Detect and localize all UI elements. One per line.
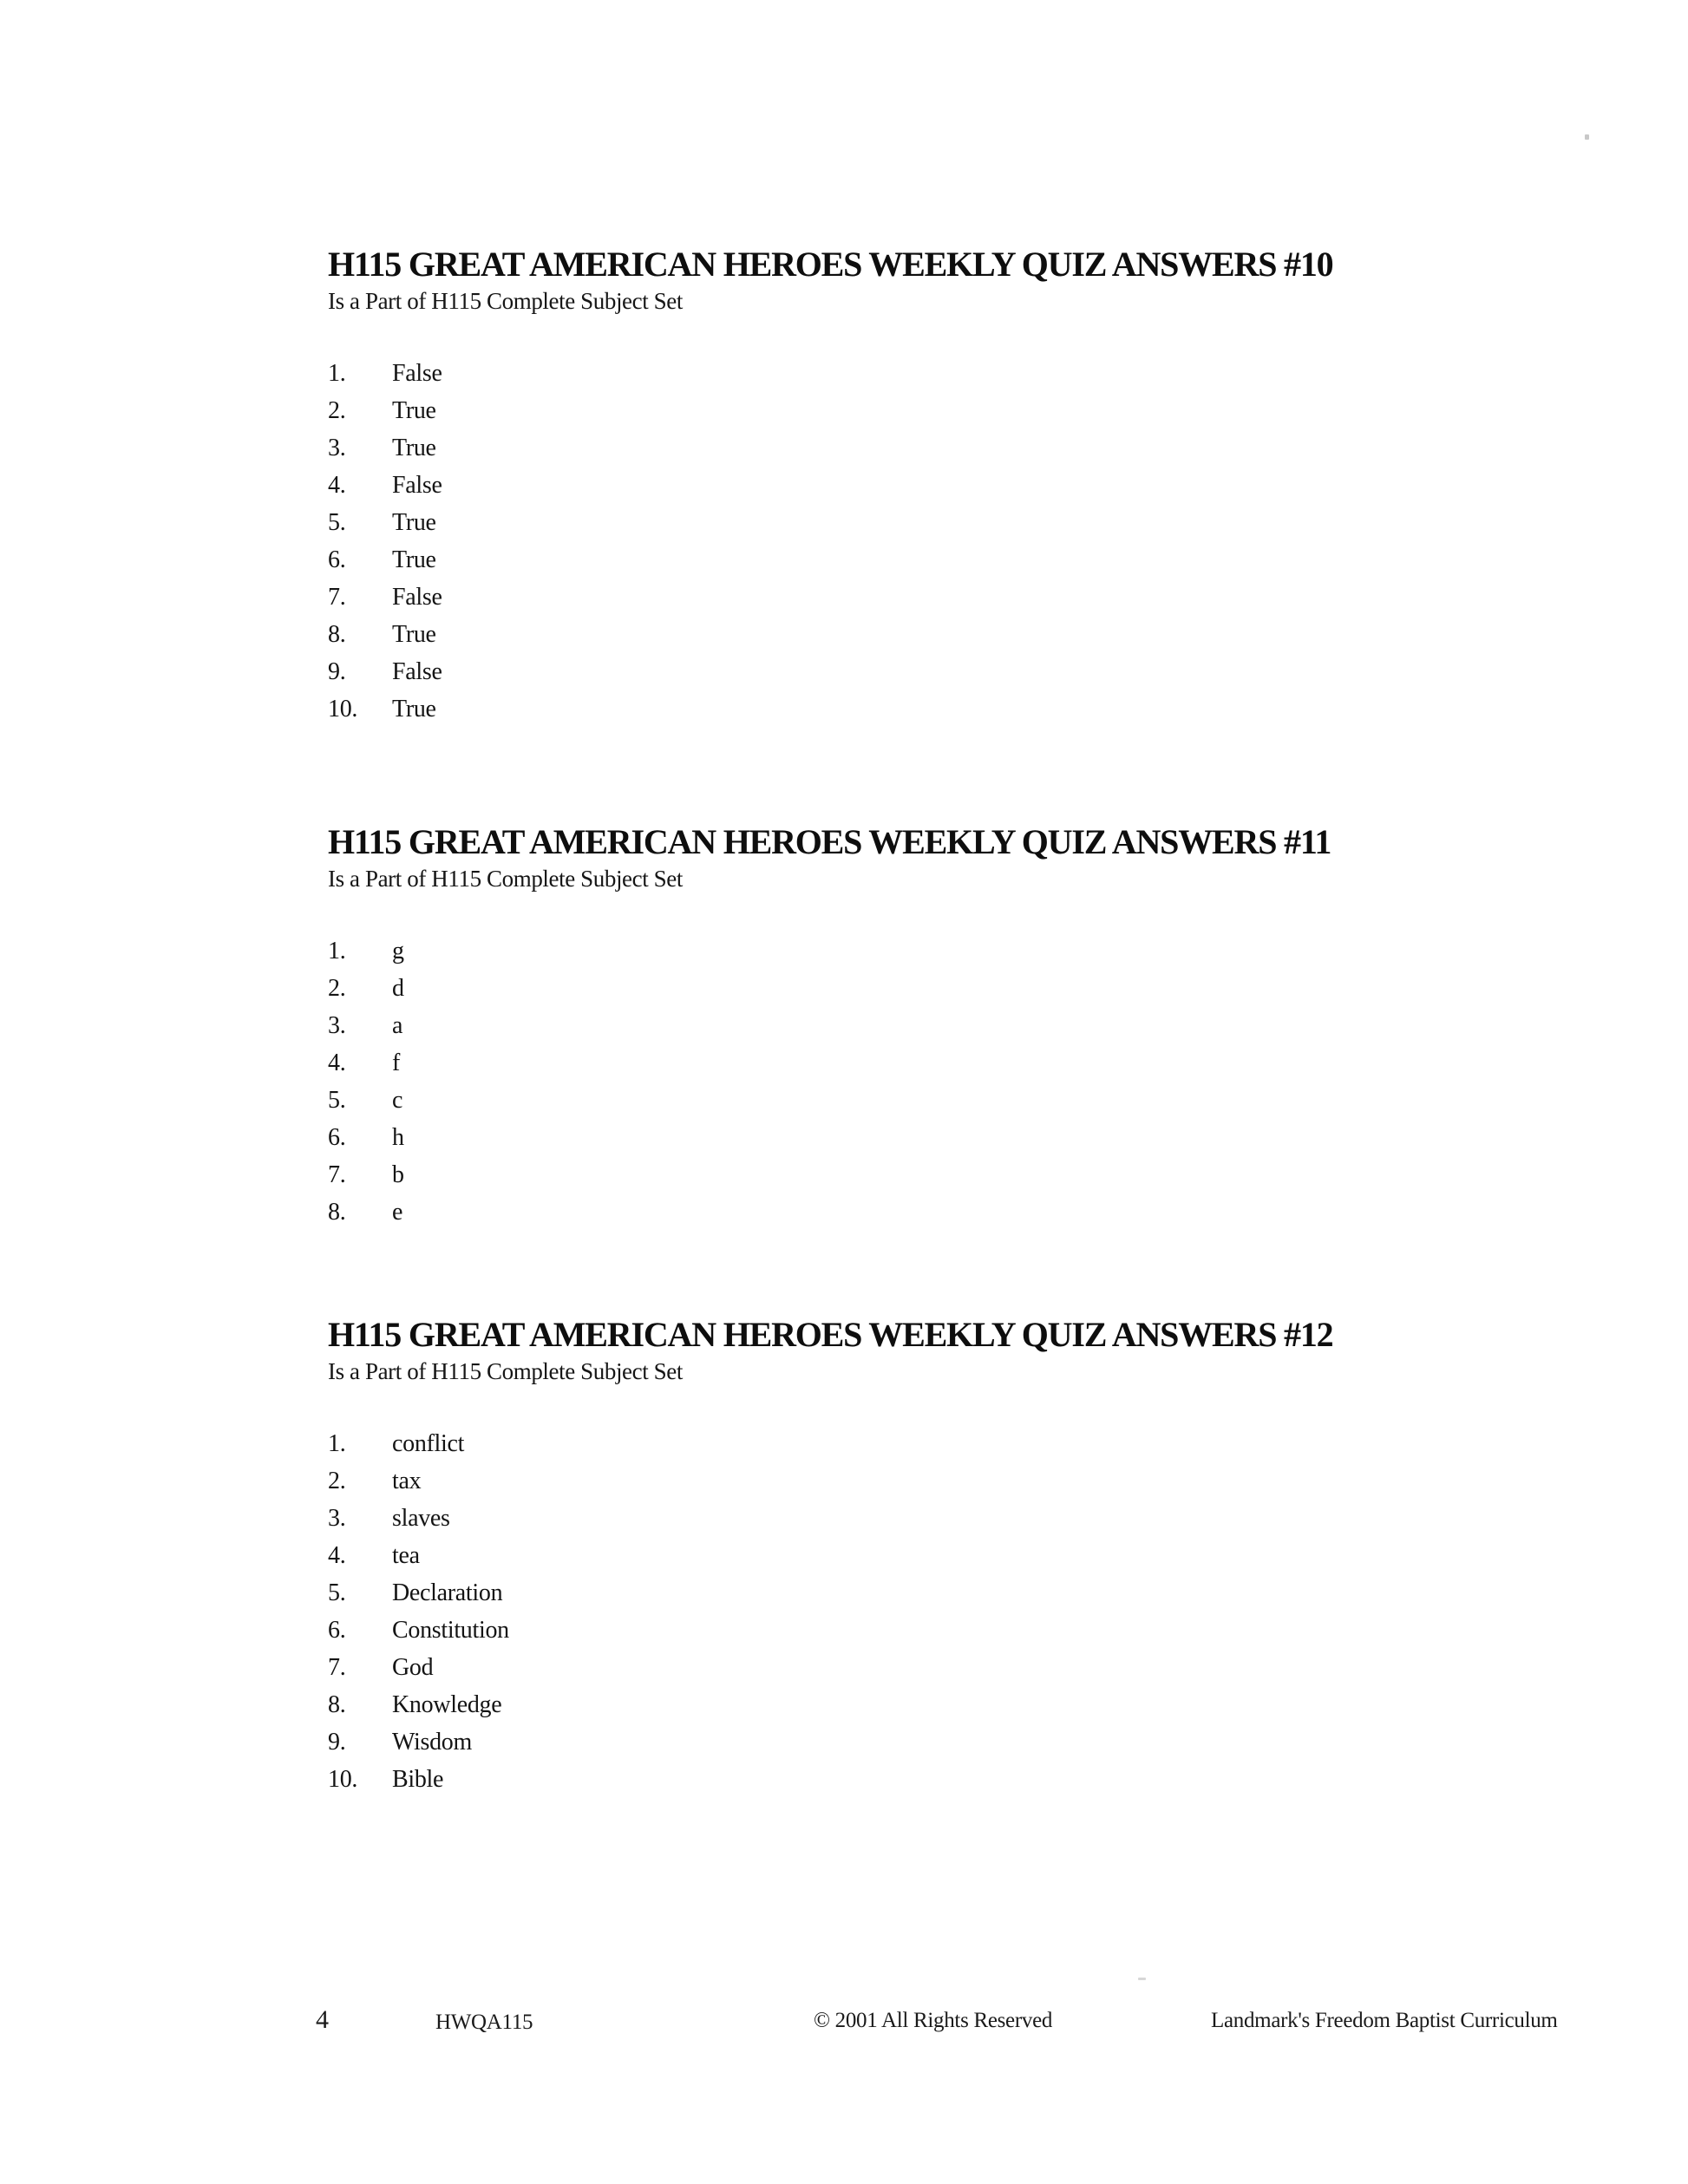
answer-item xyxy=(328,1537,1560,1574)
answer-text: Declaration xyxy=(392,1579,503,1606)
answer-number: 2. xyxy=(328,1468,346,1494)
answer-item xyxy=(328,1082,1560,1119)
answer-number: 3. xyxy=(328,435,346,461)
answer-number: 8. xyxy=(328,1691,346,1718)
answer-list xyxy=(328,1425,1560,1798)
answer-text: False xyxy=(392,360,442,387)
answer-item xyxy=(328,1007,1560,1044)
answer-number: 4. xyxy=(328,472,346,499)
section-subtitle: Is a Part of H115 Complete Subject Set xyxy=(328,1358,683,1384)
answer-item xyxy=(328,1612,1560,1649)
answer-item xyxy=(328,429,1560,467)
answer-number: 1. xyxy=(328,1430,346,1457)
answer-text: True xyxy=(392,435,436,461)
answer-text: Wisdom xyxy=(392,1729,472,1756)
answer-item xyxy=(328,1574,1560,1612)
answer-item xyxy=(328,970,1560,1007)
answer-item xyxy=(328,932,1560,970)
answer-item xyxy=(328,1193,1560,1231)
answer-item xyxy=(328,392,1560,429)
answer-text: True xyxy=(392,696,436,723)
answer-text: Constitution xyxy=(392,1617,509,1644)
answer-number: 1. xyxy=(328,360,346,387)
answer-item xyxy=(328,579,1560,616)
answer-item xyxy=(328,1119,1560,1156)
answer-number: 2. xyxy=(328,975,346,1002)
answer-text: f xyxy=(392,1049,401,1076)
answer-item xyxy=(328,1723,1560,1761)
answer-number: 8. xyxy=(328,1199,346,1226)
answer-text: tea xyxy=(392,1542,420,1569)
answer-number: 7. xyxy=(328,1161,346,1188)
answer-text: False xyxy=(392,472,442,499)
page-number: 4 xyxy=(316,2005,329,2034)
section-subtitle: Is a Part of H115 Complete Subject Set xyxy=(328,288,683,314)
answer-text: c xyxy=(392,1087,403,1114)
answer-number: 9. xyxy=(328,658,346,685)
answer-item xyxy=(328,355,1560,392)
answer-number: 6. xyxy=(328,1124,346,1151)
answer-item xyxy=(328,1425,1560,1462)
answer-number: 4. xyxy=(328,1542,346,1569)
answer-item xyxy=(328,1761,1560,1798)
answer-number: 6. xyxy=(328,546,346,573)
answer-item xyxy=(328,1500,1560,1537)
answer-item xyxy=(328,690,1560,728)
answer-item xyxy=(328,616,1560,653)
answer-text: g xyxy=(392,938,404,964)
answer-text: slaves xyxy=(392,1505,450,1532)
answer-item xyxy=(328,1156,1560,1193)
answer-item xyxy=(328,467,1560,504)
answer-item xyxy=(328,1649,1560,1686)
answer-item xyxy=(328,504,1560,541)
answer-item xyxy=(328,653,1560,690)
answer-item xyxy=(328,541,1560,579)
answer-text: tax xyxy=(392,1468,422,1494)
section-title: H115 GREAT AMERICAN HEROES WEEKLY QUIZ ANSWERS #11 xyxy=(328,822,1331,861)
answer-number: 3. xyxy=(328,1505,346,1532)
answer-number: 10. xyxy=(328,1766,358,1793)
scan-artifact-speck xyxy=(1138,1978,1146,1980)
answer-list xyxy=(328,932,1560,1231)
publisher-name: Landmark's Freedom Baptist Curriculum xyxy=(1211,2009,1558,2032)
scan-artifact-speck xyxy=(1585,134,1589,140)
copyright-notice: © 2001 All Rights Reserved xyxy=(814,2009,1053,2032)
answer-number: 9. xyxy=(328,1729,346,1756)
answer-number: 4. xyxy=(328,1049,346,1076)
section-title: H115 GREAT AMERICAN HEROES WEEKLY QUIZ ANSWERS #12 xyxy=(328,1315,1333,1354)
answer-text: True xyxy=(392,546,436,573)
answer-text: e xyxy=(392,1199,403,1226)
answer-item xyxy=(328,1044,1560,1082)
answer-number: 7. xyxy=(328,584,346,611)
answer-number: 2. xyxy=(328,397,346,424)
section-subtitle: Is a Part of H115 Complete Subject Set xyxy=(328,866,683,892)
answer-text: h xyxy=(392,1124,404,1151)
answer-text: d xyxy=(392,975,404,1002)
answer-text: True xyxy=(392,397,436,424)
answer-number: 5. xyxy=(328,1579,346,1606)
answer-text: True xyxy=(392,621,436,648)
answer-list xyxy=(328,355,1560,728)
answer-text: False xyxy=(392,658,442,685)
answer-item xyxy=(328,1686,1560,1723)
section-title: H115 GREAT AMERICAN HEROES WEEKLY QUIZ ANSWERS #10 xyxy=(328,245,1333,284)
answer-number: 3. xyxy=(328,1012,346,1039)
document-code: HWQA115 xyxy=(435,2011,533,2034)
answer-number: 5. xyxy=(328,509,346,536)
answer-number: 5. xyxy=(328,1087,346,1114)
answer-text: a xyxy=(392,1012,403,1039)
answer-text: God xyxy=(392,1654,434,1681)
answer-number: 7. xyxy=(328,1654,346,1681)
quiz-answers-section xyxy=(328,822,1560,1231)
answer-number: 8. xyxy=(328,621,346,648)
answer-item xyxy=(328,1462,1560,1500)
answer-text: Bible xyxy=(392,1766,444,1793)
answer-number: 10. xyxy=(328,696,358,723)
answer-text: True xyxy=(392,509,436,536)
quiz-answers-section xyxy=(328,245,1560,728)
answer-text: b xyxy=(392,1161,404,1188)
answer-text: False xyxy=(392,584,442,611)
answer-text: Knowledge xyxy=(392,1691,502,1718)
answer-number: 1. xyxy=(328,938,346,964)
answer-text: conflict xyxy=(392,1430,465,1457)
quiz-answers-section xyxy=(328,1315,1560,1798)
answer-number: 6. xyxy=(328,1617,346,1644)
